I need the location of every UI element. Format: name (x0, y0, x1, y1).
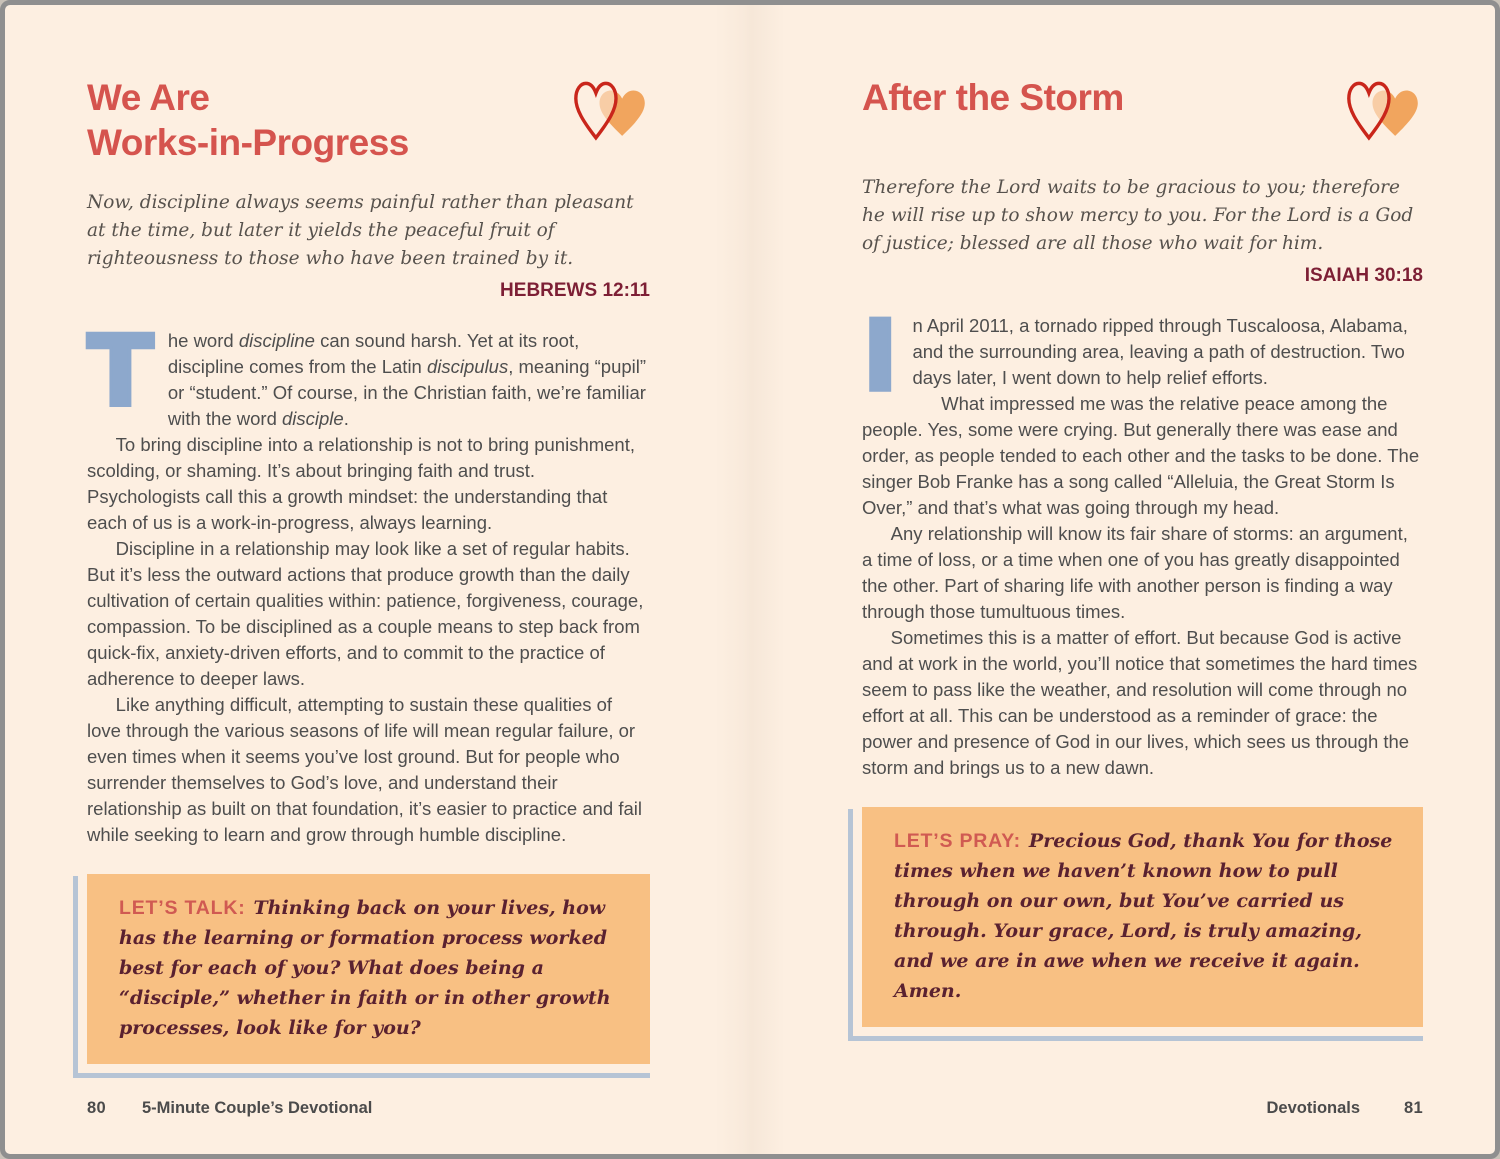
paragraph-text: he word discipline can sound harsh. Yet at its root, discipline comes from the Latin discipulus, meaning “pupil” or “student.” Of course, in the Christian faith, we’re familiar with the word disciple. (167, 330, 647, 430)
left-epigraph: Now, discipline always seems painful rather than pleasant at the time, but later it yields the peaceful fruit of righteousness to those who have been trained by it. (87, 192, 634, 269)
right-title-row (862, 75, 1423, 150)
left-page (5, 5, 750, 1154)
book-title-footer: 5-Minute Couple’s Devotional (141, 1099, 373, 1117)
right-body (862, 300, 1423, 781)
drop-cap-letter: I (862, 300, 899, 415)
lets-talk-text: Thinking back on your lives, how has the learning or formation process worked best for each of you? What does being a “disciple,” whether in faith or in other growth processes, look like for you? (119, 897, 611, 1040)
right-page-number: 81 (1404, 1099, 1423, 1117)
left-body (87, 315, 650, 848)
left-page-number: 80 (87, 1099, 106, 1117)
right-epigraph: Therefore the Lord waits to be gracious to you; therefore he will rise up to show mercy to you. For the Lord is a God of justice; blessed are all those who wait for him. (862, 177, 1414, 254)
right-chapter-title (862, 75, 1124, 120)
lets-pray-text: Precious God, thank You for those times when we haven’t known how to pull through on our own, but You’ve carried us through. Your grace, Lord, is truly amazing, and we are in awe when we receive it again. Amen. (894, 830, 1393, 1003)
body-paragraph (862, 300, 1423, 415)
left-title-line-1: We Are (87, 77, 210, 118)
body-paragraph: Like anything difficult, attempting to sustain these qualities of love through the various seasons of life will mean regular failure, or even times when it seems you’ve lost ground. But for people who surrender themselves to God’s love, and understand their relationship as built on that foundation, it’s easier to practice and fail while seeking to learn and grow through humble discipline. (87, 694, 642, 846)
double-hearts-icon (570, 77, 650, 150)
body-paragraph: What impressed me was the relative peace among the people. Yes, some were crying. But generally there was ease and order, as people tended to each other and the tasks to be done. The singer Bob Franke has a song called “Alleluia, the Great Storm Is Over,” and that’s what was going through my head. (862, 393, 1420, 519)
left-scripture-reference: HEBREWS 12:11 (500, 280, 650, 302)
drop-cap-letter: T (87, 315, 154, 430)
right-page (750, 5, 1495, 1154)
lets-talk-label: LET’S TALK: (119, 897, 246, 920)
paragraph-text: n April 2011, a tornado ripped through Tuscaloosa, Alabama, and the surrounding area, leaving a path of destruction. Two days later, I went down to help relief efforts. (912, 315, 1408, 389)
lets-talk-box-inner (87, 874, 650, 1064)
body-paragraph: To bring discipline into a relationship is not to bring punishment, scolding, or shaming. It’s about bringing faith and trust. Psychologists call this a growth mindset: the understanding that each of us is a work-in-progress, always learning. (87, 434, 635, 534)
body-paragraph: Sometimes this is a matter of effort. But because God is active and at work in the world, you’ll notice that sometimes the hard times seem to pass like the weather, and resolution will come through no effort at all. This can be understood as a reminder of grace: the power and presence of God in our lives, which sees us through the storm and brings us to a new dawn. (862, 627, 1418, 779)
body-paragraph: Any relationship will know its fair share of storms: an argument, a time of loss, or a time when one of you has greatly disappointed the other. Part of sharing life with another person is finding a way through those tumultuous times. (862, 523, 1408, 623)
right-title-line-1: After the Storm (862, 77, 1124, 118)
left-chapter-title (87, 75, 409, 165)
left-page-footer (87, 1099, 650, 1118)
left-title-line-2: Works-in-Progress (87, 122, 409, 163)
right-scripture-reference: ISAIAH 30:18 (1304, 265, 1423, 287)
left-title-row (87, 75, 650, 165)
lets-pray-label: LET’S PRAY: (894, 830, 1021, 853)
lets-talk-box (87, 874, 650, 1064)
body-paragraph: Discipline in a relationship may look like a set of regular habits. But it’s less the outward actions that produce growth than the daily cultivation of certain qualities within: patience, forgiveness, courage, compassion. To be disciplined as a couple means to step back from quick-fix, anxiety-driven efforts, and to commit to the practice of adherence to deeper laws. (87, 538, 644, 690)
right-page-footer (862, 1099, 1423, 1118)
lets-pray-box-inner (862, 807, 1423, 1027)
section-label-footer: Devotionals (1266, 1099, 1361, 1117)
body-paragraph (87, 315, 650, 432)
double-hearts-icon (1343, 77, 1423, 150)
lets-pray-box (862, 807, 1423, 1027)
